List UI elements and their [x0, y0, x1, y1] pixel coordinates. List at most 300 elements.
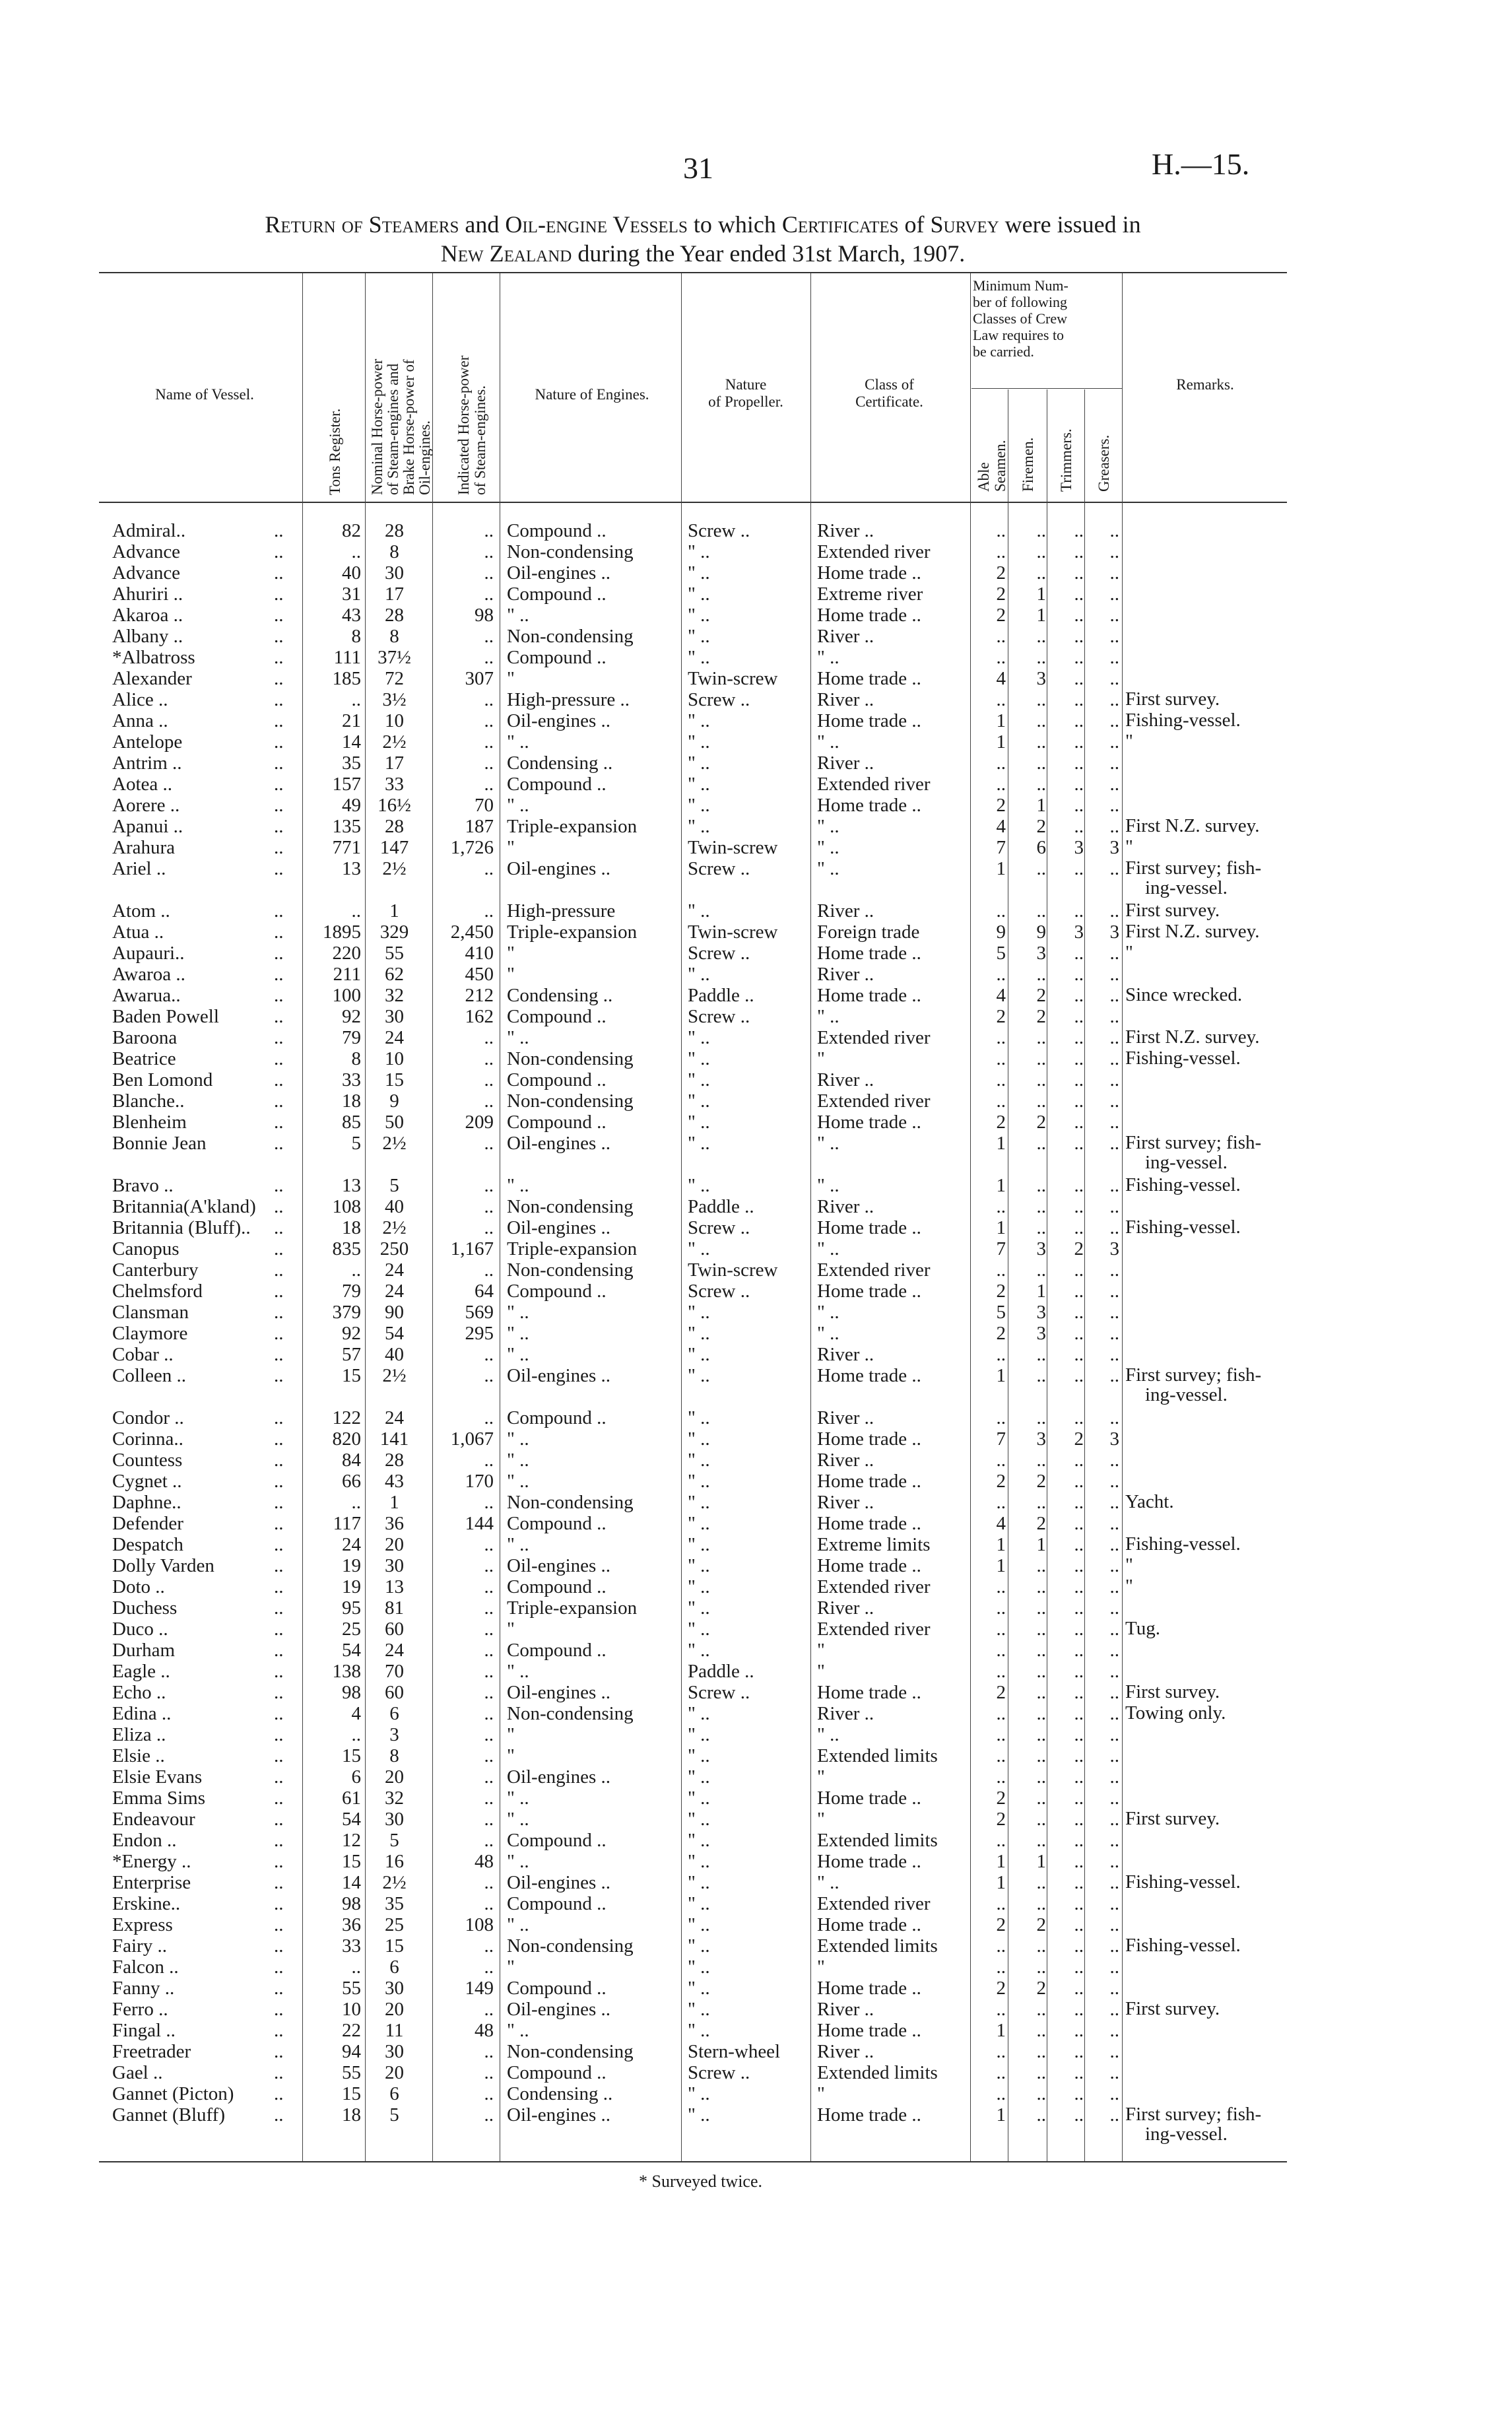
trimmers: ..: [1074, 1048, 1084, 1069]
nature-of-engines: Triple-expansion: [507, 816, 638, 837]
tons-register: 379: [332, 1302, 361, 1323]
class-of-certificate: Extended limits: [817, 1830, 938, 1851]
trimmers: ..: [1074, 1492, 1084, 1513]
tons-register: ..: [351, 1492, 361, 1513]
nature-of-engines: Compound ..: [507, 584, 607, 605]
greasers: ..: [1109, 1640, 1119, 1661]
nature-of-propeller: " ..: [688, 562, 710, 584]
tons-register: 19: [342, 1555, 361, 1576]
able-seamen: ..: [996, 541, 1006, 562]
indicated-horse-power: ..: [484, 1893, 494, 1914]
nature-of-engines: Oil-engines ..: [507, 1133, 611, 1154]
firemen: ..: [1036, 520, 1046, 541]
nature-of-engines: Oil-engines ..: [507, 2104, 611, 2125]
nature-of-propeller: " ..: [688, 1492, 710, 1513]
class-of-certificate: Home trade ..: [817, 1365, 921, 1386]
firemen: 3: [1036, 668, 1046, 689]
nature-of-propeller: " ..: [688, 2104, 710, 2125]
nature-of-propeller: " ..: [688, 1619, 710, 1640]
vessel-name: Awarua..: [112, 985, 181, 1006]
class-of-certificate: Home trade ..: [817, 2020, 921, 2041]
column-line: [302, 273, 303, 2161]
tons-register: 92: [342, 1006, 361, 1027]
nominal-horse-power: 32: [385, 985, 404, 1006]
leader-dots: ..: [274, 816, 284, 837]
leader-dots: ..: [274, 1745, 284, 1766]
vessel-name: Clansman: [112, 1302, 189, 1323]
nominal-horse-power: 50: [385, 1112, 404, 1133]
leader-dots: ..: [274, 1048, 284, 1069]
nature-of-propeller: " ..: [688, 900, 710, 921]
remarks: ": [1125, 1576, 1133, 1597]
leader-dots: ..: [274, 1766, 284, 1788]
remarks: Fishing-vessel.: [1125, 1174, 1241, 1195]
vessel-name: Atua ..: [112, 921, 164, 943]
nominal-horse-power: 3½: [382, 689, 407, 710]
firemen: ..: [1036, 1450, 1046, 1471]
nature-of-engines: " ..: [507, 1302, 529, 1323]
vessel-name: Fingal ..: [112, 2020, 176, 2041]
able-seamen: 7: [996, 837, 1006, 858]
firemen: 1: [1036, 1281, 1046, 1302]
column-line: [432, 273, 433, 2161]
vessel-name: Canterbury: [112, 1259, 199, 1281]
nominal-horse-power: 2½: [382, 1365, 407, 1386]
trimmers: ..: [1074, 1112, 1084, 1133]
nature-of-engines: " ..: [507, 1175, 529, 1196]
firemen: ..: [1036, 1196, 1046, 1217]
nominal-horse-power: 20: [385, 1999, 404, 2020]
nominal-horse-power: 141: [379, 1428, 409, 1450]
trimmers: ..: [1074, 1344, 1084, 1365]
nature-of-engines: Non-condensing: [507, 1196, 634, 1217]
nominal-horse-power: 35: [385, 1893, 404, 1914]
leader-dots: ..: [274, 795, 284, 816]
vessel-name: Anna ..: [112, 710, 168, 731]
leader-dots: ..: [274, 1978, 284, 1999]
able-seamen: 1: [996, 710, 1006, 731]
trimmers: ..: [1074, 1365, 1084, 1386]
vessel-name: Fairy ..: [112, 1935, 167, 1957]
tons-register: 185: [332, 668, 361, 689]
class-of-certificate: Home trade ..: [817, 1471, 921, 1492]
header-nhp-line3: Brake Horse-power of: [401, 359, 417, 495]
vessel-name: Admiral..: [112, 520, 186, 541]
leader-dots: ..: [274, 1175, 284, 1196]
nature-of-engines: " ..: [507, 1450, 529, 1471]
tons-register: 138: [332, 1661, 361, 1682]
nature-of-propeller: " ..: [688, 1788, 710, 1809]
vessel-name: Edina ..: [112, 1703, 172, 1724]
firemen: 1: [1036, 584, 1046, 605]
class-of-certificate: Home trade ..: [817, 605, 921, 626]
class-of-certificate: Home trade ..: [817, 1281, 921, 1302]
vessel-name: Apanui ..: [112, 816, 183, 837]
firemen: 1: [1036, 795, 1046, 816]
greasers: ..: [1109, 689, 1119, 710]
indicated-horse-power: 187: [465, 816, 494, 837]
greasers: ..: [1109, 1619, 1119, 1640]
greasers: ..: [1109, 1788, 1119, 1809]
able-seamen: 1: [996, 1534, 1006, 1555]
leader-dots: ..: [274, 2062, 284, 2083]
leader-dots: ..: [274, 1957, 284, 1978]
nominal-horse-power: 8: [389, 1745, 399, 1766]
vessel-name: Eagle ..: [112, 1661, 170, 1682]
leader-dots: ..: [274, 1069, 284, 1090]
indicated-horse-power: 1,067: [450, 1428, 494, 1450]
tons-register: 18: [342, 1090, 361, 1112]
greasers: ..: [1109, 1957, 1119, 1978]
greasers: ..: [1109, 985, 1119, 1006]
nominal-horse-power: 24: [385, 1259, 404, 1281]
nominal-horse-power: 54: [385, 1323, 404, 1344]
trimmers: ..: [1074, 985, 1084, 1006]
class-of-certificate: " ..: [817, 1724, 839, 1745]
able-seamen: 4: [996, 668, 1006, 689]
nature-of-propeller: " ..: [688, 1238, 710, 1259]
crew-group-rule: [971, 388, 1122, 389]
indicated-horse-power: 410: [465, 943, 494, 964]
leader-dots: ..: [274, 1450, 284, 1471]
indicated-horse-power: ..: [484, 1069, 494, 1090]
vessel-name: Gael ..: [112, 2062, 163, 2083]
class-of-certificate: Home trade ..: [817, 1978, 921, 1999]
nature-of-propeller: " ..: [688, 1365, 710, 1386]
trimmers: ..: [1074, 520, 1084, 541]
indicated-horse-power: ..: [484, 1830, 494, 1851]
nature-of-engines: " ..: [507, 1428, 529, 1450]
tons-register: 57: [342, 1344, 361, 1365]
tons-register: ..: [351, 1724, 361, 1745]
nominal-horse-power: 1: [389, 1492, 399, 1513]
nominal-horse-power: 62: [385, 964, 404, 985]
greasers: ..: [1109, 710, 1119, 731]
nature-of-engines: Oil-engines ..: [507, 1217, 611, 1238]
firemen: ..: [1036, 1576, 1046, 1597]
nature-of-engines: Compound ..: [507, 1576, 607, 1597]
class-of-certificate: Home trade ..: [817, 668, 921, 689]
vessel-name: Arahura: [112, 837, 176, 858]
nature-of-propeller: " ..: [688, 541, 710, 562]
leader-dots: ..: [274, 1027, 284, 1048]
trimmers: ..: [1074, 562, 1084, 584]
able-seamen: ..: [996, 1999, 1006, 2020]
vessel-name: Endeavour: [112, 1809, 195, 1830]
tons-register: 8: [351, 626, 361, 647]
nature-of-propeller: " ..: [688, 1640, 710, 1661]
trimmers: ..: [1074, 584, 1084, 605]
able-seamen: 4: [996, 985, 1006, 1006]
nominal-horse-power: 33: [385, 774, 404, 795]
remarks: ": [1125, 731, 1133, 752]
remarks: ": [1125, 836, 1133, 857]
firemen: ..: [1036, 1492, 1046, 1513]
nature-of-engines: Compound ..: [507, 1112, 607, 1133]
vessel-name: Baroona: [112, 1027, 178, 1048]
indicated-horse-power: 48: [475, 2020, 494, 2041]
able-seamen: 2: [996, 1471, 1006, 1492]
header-greasers: Greasers.: [1096, 434, 1112, 492]
able-seamen: ..: [996, 1893, 1006, 1914]
greasers: ..: [1109, 900, 1119, 921]
tons-register: 31: [342, 584, 361, 605]
nature-of-engines: Non-condensing: [507, 1090, 634, 1112]
nature-of-propeller: " ..: [688, 1999, 710, 2020]
vessel-name: Colleen ..: [112, 1365, 186, 1386]
trimmers: ..: [1074, 668, 1084, 689]
class-of-certificate: River ..: [817, 626, 874, 647]
greasers: 3: [1109, 921, 1119, 943]
nominal-horse-power: 20: [385, 1534, 404, 1555]
greasers: ..: [1109, 1196, 1119, 1217]
able-seamen: ..: [996, 1344, 1006, 1365]
remarks: ": [1125, 942, 1133, 963]
nominal-horse-power: 5: [389, 1830, 399, 1851]
firemen: ..: [1036, 774, 1046, 795]
nature-of-propeller: Twin-screw: [688, 921, 778, 943]
nominal-horse-power: 6: [389, 2083, 399, 2104]
indicated-horse-power: 450: [465, 964, 494, 985]
nature-of-engines: " ..: [507, 1851, 529, 1872]
trimmers: 3: [1074, 921, 1084, 943]
tons-register: 35: [342, 753, 361, 774]
tons-register: 92: [342, 1323, 361, 1344]
greasers: ..: [1109, 520, 1119, 541]
title-survey: Survey: [930, 211, 999, 238]
tons-register: ..: [351, 1259, 361, 1281]
leader-dots: ..: [274, 562, 284, 584]
class-of-certificate: Extended river: [817, 1090, 931, 1112]
nature-of-engines: " ..: [507, 1661, 529, 1682]
class-of-certificate: River ..: [817, 1999, 874, 2020]
firemen: ..: [1036, 1619, 1046, 1640]
indicated-horse-power: ..: [484, 1766, 494, 1788]
tons-register: 8: [351, 1048, 361, 1069]
class-of-certificate: River ..: [817, 900, 874, 921]
trimmers: 2: [1074, 1428, 1084, 1450]
nature-of-engines: Oil-engines ..: [507, 1365, 611, 1386]
nature-of-engines: Compound ..: [507, 647, 607, 668]
remarks: Fishing-vessel.: [1125, 1935, 1241, 1956]
able-seamen: 1: [996, 1133, 1006, 1154]
header-tons: Tons Register.: [327, 408, 343, 495]
header-nhp: [370, 359, 433, 495]
indicated-horse-power: ..: [484, 1640, 494, 1661]
vessel-name: Dolly Varden: [112, 1555, 214, 1576]
tons-register: 19: [342, 1576, 361, 1597]
firemen: 1: [1036, 1534, 1046, 1555]
nature-of-engines: Oil-engines ..: [507, 710, 611, 731]
able-seamen: ..: [996, 1703, 1006, 1724]
vessel-name: Ariel ..: [112, 858, 166, 879]
able-seamen: ..: [996, 1640, 1006, 1661]
firemen: 2: [1036, 1513, 1046, 1534]
able-seamen: 2: [996, 795, 1006, 816]
vessel-name: Alexander: [112, 668, 192, 689]
tons-register: 135: [332, 816, 361, 837]
class-of-certificate: " ..: [817, 1302, 839, 1323]
nature-of-propeller: " ..: [688, 1703, 710, 1724]
able-seamen: ..: [996, 1597, 1006, 1619]
tons-register: 14: [342, 1872, 361, 1893]
remarks-line: ing-vessel.: [1145, 1384, 1228, 1405]
nominal-horse-power: 28: [385, 816, 404, 837]
nature-of-engines: ": [507, 1957, 515, 1978]
firemen: 3: [1036, 1428, 1046, 1450]
trimmers: ..: [1074, 1281, 1084, 1302]
indicated-horse-power: ..: [484, 1259, 494, 1281]
nature-of-propeller: " ..: [688, 1724, 710, 1745]
able-seamen: ..: [996, 1259, 1006, 1281]
nature-of-propeller: " ..: [688, 1893, 710, 1914]
remarks: [1125, 858, 1261, 898]
greasers: ..: [1109, 858, 1119, 879]
tons-register: 43: [342, 605, 361, 626]
indicated-horse-power: ..: [484, 689, 494, 710]
nature-of-propeller: " ..: [688, 1302, 710, 1323]
vessel-name: Atom ..: [112, 900, 170, 921]
nature-of-engines: " ..: [507, 2020, 529, 2041]
vessel-name: Countess: [112, 1450, 183, 1471]
firemen: ..: [1036, 562, 1046, 584]
greasers: 3: [1109, 1238, 1119, 1259]
tons-register: 55: [342, 2062, 361, 2083]
trimmers: ..: [1074, 1872, 1084, 1893]
able-seamen: ..: [996, 1090, 1006, 1112]
nature-of-engines: Compound ..: [507, 774, 607, 795]
indicated-horse-power: 209: [465, 1112, 494, 1133]
nature-of-propeller: Screw ..: [688, 2062, 750, 2083]
class-of-certificate: ": [817, 2083, 825, 2104]
able-seamen: ..: [996, 1027, 1006, 1048]
indicated-horse-power: ..: [484, 2062, 494, 2083]
nominal-horse-power: 329: [379, 921, 409, 943]
indicated-horse-power: 64: [475, 1281, 494, 1302]
leader-dots: ..: [274, 1344, 284, 1365]
leader-dots: ..: [274, 1640, 284, 1661]
vessel-name: Beatrice: [112, 1048, 176, 1069]
able-seamen: 1: [996, 1555, 1006, 1576]
class-of-certificate: Home trade ..: [817, 1682, 921, 1703]
able-seamen: 2: [996, 1281, 1006, 1302]
indicated-horse-power: ..: [484, 1619, 494, 1640]
vessel-name: Endon ..: [112, 1830, 177, 1851]
greasers: ..: [1109, 1534, 1119, 1555]
class-of-certificate: Extended river: [817, 541, 931, 562]
indicated-horse-power: 149: [465, 1978, 494, 1999]
tons-register: 95: [342, 1597, 361, 1619]
header-trimmers: Trimmers.: [1058, 428, 1074, 492]
nominal-horse-power: 30: [385, 2041, 404, 2062]
tons-register: 84: [342, 1450, 361, 1471]
class-of-certificate: River ..: [817, 1597, 874, 1619]
leader-dots: ..: [274, 2083, 284, 2104]
remarks: First survey.: [1125, 1681, 1220, 1702]
nature-of-engines: " ..: [507, 1914, 529, 1935]
able-seamen: ..: [996, 647, 1006, 668]
trimmers: ..: [1074, 1597, 1084, 1619]
greasers: ..: [1109, 1851, 1119, 1872]
indicated-horse-power: 307: [465, 668, 494, 689]
indicated-horse-power: ..: [484, 1872, 494, 1893]
firemen: ..: [1036, 1344, 1046, 1365]
indicated-horse-power: ..: [484, 1407, 494, 1428]
nature-of-propeller: Paddle ..: [688, 985, 754, 1006]
nature-of-propeller: " ..: [688, 964, 710, 985]
tons-register: 157: [332, 774, 361, 795]
nominal-horse-power: 55: [385, 943, 404, 964]
trimmers: ..: [1074, 1259, 1084, 1281]
tons-register: 36: [342, 1914, 361, 1935]
nature-of-propeller: Twin-screw: [688, 1259, 778, 1281]
nominal-horse-power: 30: [385, 1978, 404, 1999]
able-seamen: 1: [996, 858, 1006, 879]
greasers: ..: [1109, 647, 1119, 668]
class-of-certificate: Home trade ..: [817, 1513, 921, 1534]
header-nhp-line4: Oil-engines.: [416, 420, 433, 495]
header-nhp-line1: Nominal Horse-power: [369, 358, 385, 495]
trimmers: ..: [1074, 964, 1084, 985]
leader-dots: ..: [274, 1133, 284, 1154]
remarks: [1125, 1133, 1261, 1172]
remarks: First N.Z. survey.: [1125, 921, 1260, 942]
nominal-horse-power: 2½: [382, 858, 407, 879]
greasers: ..: [1109, 1006, 1119, 1027]
able-seamen: ..: [996, 520, 1006, 541]
able-seamen: ..: [996, 774, 1006, 795]
indicated-horse-power: ..: [484, 2041, 494, 2062]
nature-of-engines: Non-condensing: [507, 1259, 634, 1281]
leader-dots: ..: [274, 710, 284, 731]
remarks: Fishing-vessel.: [1125, 1048, 1241, 1069]
able-seamen: 1: [996, 2104, 1006, 2125]
vessel-name: Bonnie Jean: [112, 1133, 207, 1154]
class-of-certificate: " ..: [817, 1175, 839, 1196]
trimmers: ..: [1074, 1619, 1084, 1640]
nature-of-engines: Triple-expansion: [507, 1238, 638, 1259]
leader-dots: ..: [274, 1788, 284, 1809]
leader-dots: ..: [274, 2104, 284, 2125]
indicated-horse-power: ..: [484, 1133, 494, 1154]
able-seamen: ..: [996, 1576, 1006, 1597]
tons-register: 79: [342, 1281, 361, 1302]
nature-of-propeller: " ..: [688, 647, 710, 668]
leader-dots: ..: [274, 647, 284, 668]
remarks: Fishing-vessel.: [1125, 1871, 1241, 1892]
tons-register: 15: [342, 1851, 361, 1872]
able-seamen: 2: [996, 1978, 1006, 1999]
vessel-name: Fanny ..: [112, 1978, 175, 1999]
header-ihp-line2: of Steam-engines.: [472, 385, 488, 495]
nominal-horse-power: 24: [385, 1407, 404, 1428]
leader-dots: ..: [274, 1597, 284, 1619]
trimmers: ..: [1074, 1555, 1084, 1576]
firemen: ..: [1036, 753, 1046, 774]
indicated-horse-power: 1,167: [450, 1238, 494, 1259]
able-seamen: ..: [996, 1048, 1006, 1069]
nature-of-engines: Non-condensing: [507, 1048, 634, 1069]
trimmers: ..: [1074, 858, 1084, 879]
indicated-horse-power: ..: [484, 1682, 494, 1703]
class-of-certificate: " ..: [817, 1872, 839, 1893]
nominal-horse-power: 17: [385, 584, 404, 605]
greasers: ..: [1109, 1661, 1119, 1682]
leader-dots: ..: [274, 605, 284, 626]
firemen: ..: [1036, 964, 1046, 985]
title-of: of: [898, 211, 931, 238]
tons-register: 21: [342, 710, 361, 731]
